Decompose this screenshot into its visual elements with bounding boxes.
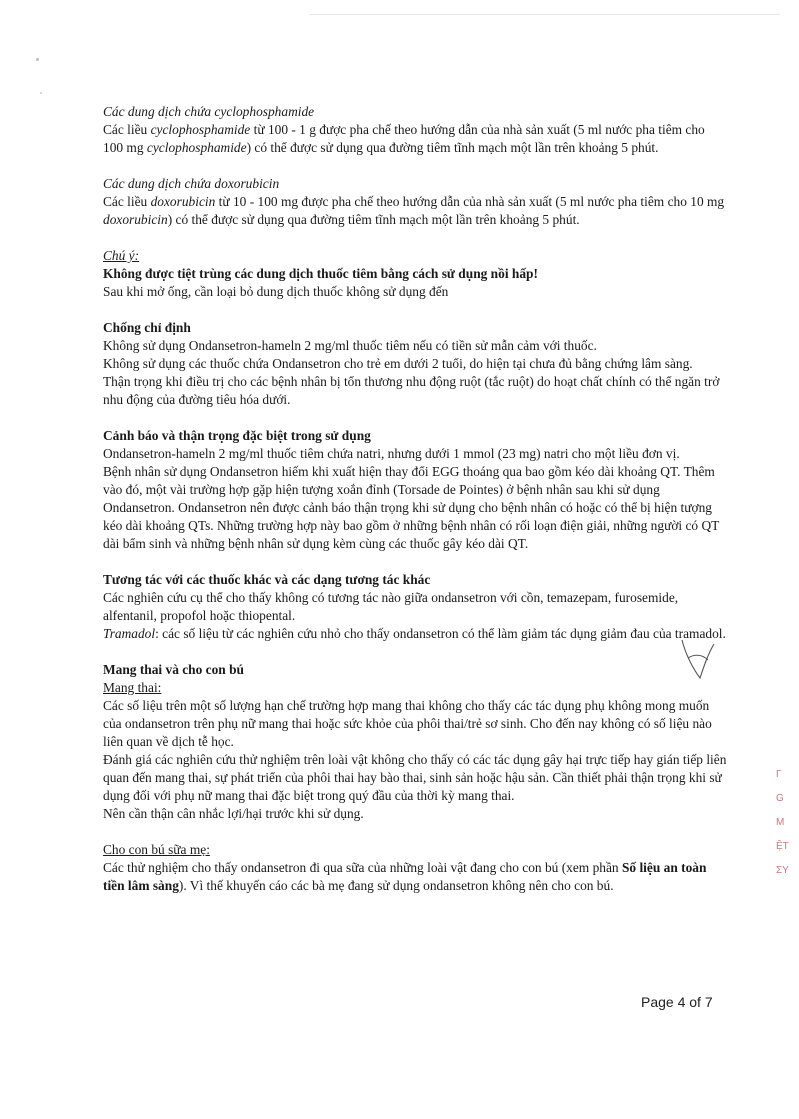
signature-mark — [674, 636, 720, 687]
text: ). Vì thế khuyến cáo các bà mẹ đang sử dụng ondansetron không nên cho con bú. — [178, 878, 614, 893]
section-title: Các dung dịch chứa cyclophosphamide — [103, 104, 315, 119]
section-heading: Tương tác với các thuốc khác và các dạng tương tác khác — [103, 572, 431, 587]
paragraph: Nên cần thận cân nhắc lợi/hại trước khi sử dụng. — [103, 806, 364, 821]
drug-name: doxorubicin — [103, 212, 168, 227]
paragraph: Thận trọng khi điều trị cho các bệnh nhân bị tổn thương nhu động ruột (tắc ruột) do hoạt chất chính có thể ngăn trở nhu động của đường tiêu hóa dưới. — [103, 374, 720, 407]
drug-name: cyclophosphamide — [150, 122, 251, 137]
section-title: Các dung dịch chứa doxorubicin — [103, 176, 280, 191]
paragraph — [103, 121, 728, 157]
text: Các liều — [103, 194, 151, 209]
paragraph — [103, 859, 728, 895]
paragraph: Các nghiên cứu cụ thể cho thấy không có tương tác nào giữa ondansetron với cồn, temazepam, furosemide, alfentanil, propofol hoặc thiopental. — [103, 590, 679, 623]
text: từ 10 - 100 mg được pha chế theo hướng dẫn của nhà sản xuất (5 ml nước pha tiêm cho 10 mg — [215, 194, 725, 209]
stamp-text: Γ — [776, 769, 782, 780]
note-text: Sau khi mở ống, cần loại bỏ dung dịch thuốc không sử dụng đến — [103, 284, 449, 299]
note-warning: Không được tiệt trùng các dung dịch thuốc tiêm bằng cách sử dụng nồi hấp! — [103, 266, 538, 281]
text: : các số liệu từ các nghiên cứu nhỏ cho thấy ondansetron có thể làm giảm tác dụng giảm đau của tramadol. — [155, 626, 726, 641]
text: từ 100 - 1 g được pha chế theo hướng dẫn của nhà sản xuất (5 ml nước pha tiêm cho 100 mg — [103, 122, 705, 155]
drug-name: cyclophosphamide — [146, 140, 247, 155]
subsection-label: Cho con bú sữa mẹ: — [103, 842, 210, 857]
paragraph: Ondansetron-hameln 2 mg/ml thuốc tiêm chứa natri, nhưng dưới 1 mmol (23 mg) natri cho một liều đơn vị. — [103, 446, 680, 461]
text: Các thử nghiệm cho thấy ondansetron đi qua sữa của những loài vật đang cho con bú (xem phần — [103, 860, 622, 875]
paragraph — [103, 625, 728, 643]
stamp-text: M — [776, 817, 785, 828]
cross-reference: Số liệu an toàn tiền lâm sàng — [103, 860, 707, 893]
scan-speck — [40, 92, 42, 94]
drug-name: Tramadol — [103, 626, 156, 641]
paragraph: Đánh giá các nghiên cứu thử nghiệm trên loài vật không cho thấy có các tác dụng gây hại trực tiếp hay gián tiếp liên quan đến mang thai, sự phát triển của phôi thai hay bào thai, sinh sản hoặc hậu sản. Cần thiết phải thận trọng khi sử dụng đối với phụ nữ mang thai đặc biệt trong quý đầu của thời kỳ mang thai. — [103, 752, 727, 803]
subsection-label: Mang thai: — [103, 680, 162, 695]
stamp-text: ỆT — [776, 841, 789, 852]
scan-speck — [36, 58, 39, 61]
text: Các liều — [103, 122, 151, 137]
paragraph — [103, 193, 728, 229]
margin-stamp — [776, 768, 790, 888]
note-label: Chú ý: — [103, 248, 140, 263]
paragraph: Bệnh nhân sử dụng Ondansetron hiếm khi xuất hiện thay đổi EGG thoáng qua bao gồm kéo dài khoảng QT. Thêm vào đó, một vài trường hợp gặp hiện tượng xoắn đỉnh (Torsade de Pointes) ở bệnh nhân sau khi sử dụng Ondansetron. Ondansetron nên được cảnh báo thận trọng khi sử dụng cho bệnh nhân có hoặc có thể bị hiện tượng kéo dài khoảng QTs. Những trường hợp này bao gồm ở những bệnh nhân có rối loạn điện giải, những người có QT dài bẩm sinh và những bệnh nhân sử dụng kèm cùng các thuốc gây kéo dài QT. — [103, 464, 720, 551]
stamp-text: ΣY — [776, 865, 789, 876]
text: ) có thể được sử dụng qua đường tiêm tĩnh mạch một lần trên khoảng 5 phút. — [167, 212, 580, 227]
paragraph: Không sử dụng các thuốc chứa Ondansetron cho trẻ em dưới 2 tuổi, do hiện tại chưa đủ bằng chứng lâm sàng. — [103, 356, 693, 371]
section-heading: Cảnh báo và thận trọng đặc biệt trong sử dụng — [103, 428, 371, 443]
drug-name: doxorubicin — [150, 194, 216, 209]
stamp-text: G — [776, 793, 784, 804]
section-heading: Chống chỉ định — [103, 320, 191, 335]
paragraph: Các số liệu trên một số lượng hạn chế trường hợp mang thai không cho thấy các tác dụng phụ không mong muốn của ondansetron trên phụ nữ mang thai hoặc sức khỏe của phôi thai/trẻ sơ sinh. Cho đến nay không có số liệu nào liên quan về dịch tễ học. — [103, 698, 712, 749]
paragraph: Không sử dụng Ondansetron-hameln 2 mg/ml thuốc tiêm nếu có tiền sử mẫn cảm với thuốc. — [103, 338, 597, 353]
text: ) có thể được sử dụng qua đường tiêm tĩnh mạch một lần trên khoảng 5 phút. — [246, 140, 659, 155]
page-number: Page 4 of 7 — [641, 994, 713, 1010]
section-heading: Mang thai và cho con bú — [103, 662, 244, 677]
top-rule — [310, 14, 780, 15]
document-body — [103, 103, 728, 895]
